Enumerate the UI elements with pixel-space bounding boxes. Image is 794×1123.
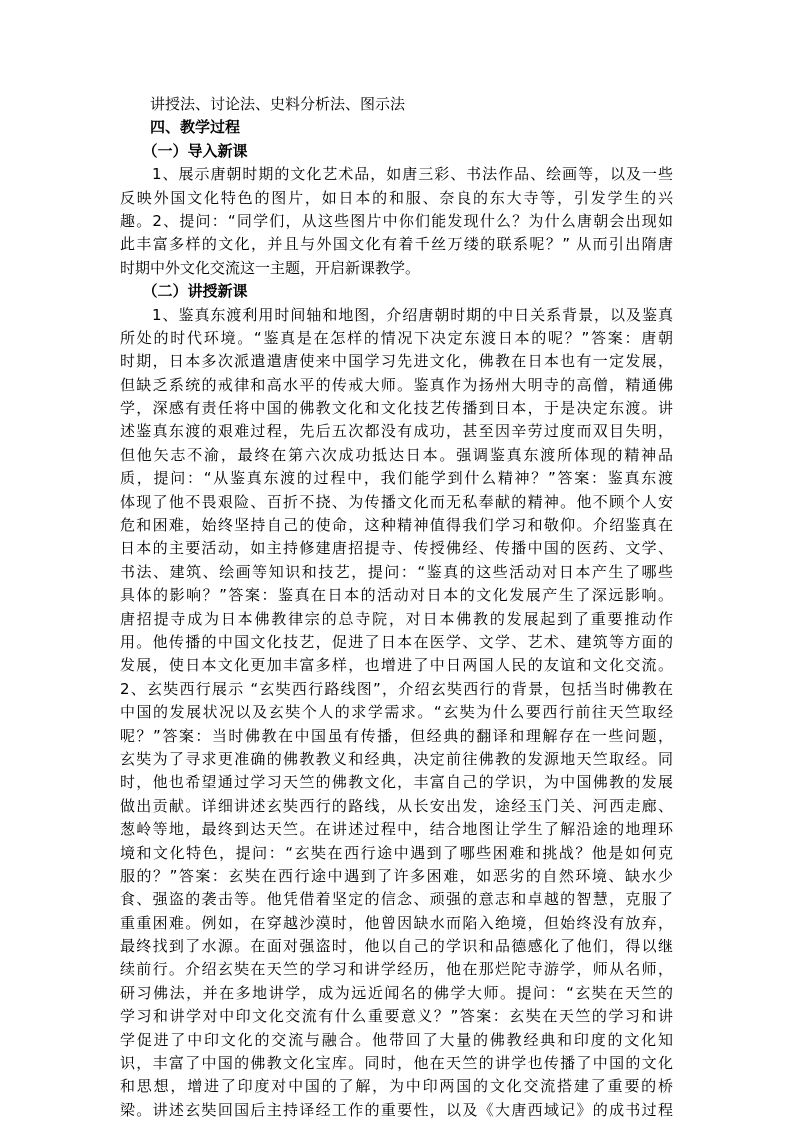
text-line: 述鉴真东渡的艰难过程，先后五次都没有成功，甚至因辛劳过度而双目失明，: [120, 422, 673, 441]
text-line: 唐招提寺成为日本佛教律宗的总寺院，对日本佛教的发展起到了重要推动作: [120, 609, 673, 628]
text-line: 境和文化特色，提问：“玄奘在西行途中遇到了哪些困难和挑战？他是如何克: [120, 843, 673, 862]
text-line: 续前行。介绍玄奘在天竺的学习和讲学经历，他在那烂陀寺游学，师从名师，: [120, 960, 673, 979]
text-line: 呢？”答案：当时佛教在中国虽有传播，但经典的翻译和理解存在一些问题，: [120, 726, 673, 745]
text-line: 梁。讲述玄奘回国后主持译经工作的重要性，以及《大唐西域记》的成书过程: [120, 1100, 673, 1119]
text-line: 识，丰富了中国的佛教文化宝库。同时，他在天竺的讲学也传播了中国的文化: [120, 1054, 673, 1073]
document-page: [120, 93, 673, 1122]
text-line: 质，提问：“从鉴真东渡的过程中，我们能学到什么精神？”答案：鉴真东渡: [120, 469, 673, 488]
text-line: 研习佛法，并在多地讲学，成为远近闻名的佛学大师。提问：“玄奘在天竺的: [120, 983, 673, 1002]
section-heading: 四、教学过程: [120, 118, 241, 137]
text-line: 所处的时代环境。“鉴真是在怎样的情况下决定东渡日本的呢？”答案：唐朝: [120, 328, 673, 347]
text-line: 做出贡献。详细讲述玄奘西行的路线，从长安出发，途经玉门关、河西走廊、: [120, 796, 673, 815]
text-line: 时，他也希望通过学习天竺的佛教文化，丰富自己的学识，为中国佛教的发展: [120, 773, 673, 792]
text-line: 2、玄奘西行展示 “玄奘西行路线图”，介绍玄奘西行的背景，包括当时佛教在: [120, 679, 673, 698]
text-line: 危和困难，始终坚持自己的使命，这种精神值得我们学习和敬仰。介绍鉴真在: [120, 516, 673, 535]
section-heading: （一）导入新课: [120, 141, 248, 160]
text-line: 但缺乏系统的戒律和高水平的传戒大师。鉴真作为扬州大明寺的高僧，精通佛: [120, 375, 673, 394]
text-line: 和思想，增进了印度对中国的了解，为中印两国的文化交流搭建了重要的桥: [120, 1077, 673, 1096]
text-line: 此丰富多样的文化，并且与外国文化有着千丝万缕的联系呢？” 从而引出隋唐: [120, 235, 673, 254]
text-line: 时期，日本多次派遣遣唐使来中国学习先进文化，佛教在日本也有一定发展，: [120, 352, 673, 371]
text-line: 玄奘为了寻求更准确的佛教教义和经典，决定前往佛教的发源地天竺取经。同: [120, 749, 673, 768]
text-line: 用。他传播的中国文化技艺，促进了日本在医学、文学、艺术、建筑等方面的: [120, 632, 673, 651]
text-line: 日本的主要活动，如主持修建唐招提寺、传授佛经、传播中国的医药、文学、: [120, 539, 673, 558]
text-line: 重重困难。例如，在穿越沙漠时，他曾因缺水而陷入绝境，但始终没有放弃，: [120, 913, 673, 932]
text-line: 反映外国文化特色的图片，如日本的和服、奈良的东大寺等，引发学生的兴: [120, 188, 673, 207]
text-line: 书法、建筑、绘画等知识和技艺，提问：“鉴真的这些活动对日本产生了哪些: [120, 562, 673, 581]
text-line: 1、鉴真东渡利用时间轴和地图，介绍唐朝时期的中日关系背景，以及鉴真: [120, 305, 673, 324]
text-line: 中国的发展状况以及玄奘个人的求学需求。“玄奘为什么要西行前往天竺取经: [120, 703, 673, 722]
text-line: 体现了他不畏艰险、百折不挠、为传播文化而无私奉献的精神。他不顾个人安: [120, 492, 673, 511]
text-line: 时期中外文化交流这一主题，开启新课教学。: [120, 258, 421, 277]
text-line: 学，深感有责任将中国的佛教文化和文化技艺传播到日本，于是决定东渡。讲: [120, 399, 673, 418]
text-line: 葱岭等地，最终到达天竺。在讲述过程中，结合地图让学生了解沿途的地理环: [120, 820, 673, 839]
text-line: 趣。2、提问：“同学们，从这些图片中你们能发现什么？为什么唐朝会出现如: [120, 211, 673, 230]
text-line: 但他矢志不渝，最终在第六次成功抵达日本。强调鉴真东渡所体现的精神品: [120, 445, 673, 464]
text-line: 学促进了中印文化的交流与融合。他带回了大量的佛教经典和印度的文化知: [120, 1030, 673, 1049]
text-line: 1、展示唐朝时期的文化艺术品，如唐三彩、书法作品、绘画等，以及一些: [120, 165, 673, 184]
text-line: 发展，使日本文化更加丰富多样，也增进了中日两国人民的友谊和文化交流。: [120, 656, 673, 675]
text-line: 具体的影响？”答案：鉴真在日本的活动对日本的文化发展产生了深远影响。: [120, 586, 673, 605]
text-line: 食、强盗的袭击等。他凭借着坚定的信念、顽强的意志和卓越的智慧，克服了: [120, 890, 673, 909]
text-line: 学习和讲学对中印文化交流有什么重要意义？”答案：玄奘在天竺的学习和讲: [120, 1007, 673, 1026]
text-line: 最终找到了水源。在面对强盗时，他以自己的学识和品德感化了他们，得以继: [120, 937, 673, 956]
text-line: 服的？”答案：玄奘在西行途中遇到了许多困难，如恶劣的自然环境、缺水少: [120, 866, 673, 885]
text-line: 讲授法、讨论法、史料分析法、图示法: [120, 95, 406, 113]
section-heading: （二）讲授新课: [120, 282, 248, 301]
